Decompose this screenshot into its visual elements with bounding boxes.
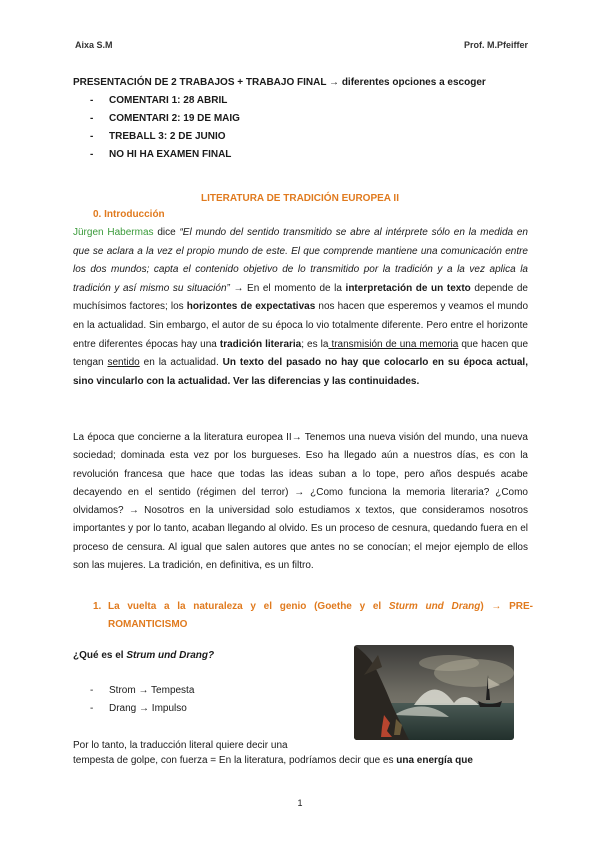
question-heading: ¿Qué es el Strum und Drang? (73, 650, 215, 661)
list-item: - COMENTARI 2: 19 DE MAIG (73, 110, 533, 128)
author-name: Jürgen Habermas (73, 227, 154, 238)
storm-painting-image (354, 645, 514, 740)
habermas-quote: “El mundo del sentido transmitido se abre al intérprete sólo en la medida en que se aclara a la vez el propio mundo de este. El que comprende mantiene una comunicación entre los dos mundos; capta el contenido objetivo de lo transmitido por la tradición y a la vez aplica la tradición y así mismo su situación” (73, 227, 528, 294)
list-item: - TREBALL 3: 2 DE JUNIO (73, 128, 533, 146)
list-item: - Drang → Impulso (73, 700, 194, 718)
energy-paragraph: tempesta de golpe, con fuerza = En la literatura, podríamos decir que es una energía que (73, 755, 473, 766)
context-paragraph: La época que concierne a la literatura europea II→ Tenemos una nueva visión del mundo, una nueva sociedad; dominada esta vez por los burgueses. Eso ha llegado aún a nuestros días, es con la revolución francesa que hace que todas las ideas suban a lo tope, pero años después acabe decayendo en el sentido (régimen del terror) → ¿Como funciona la memoria literaria? ¿Como olvidamos? → Nosotros en la universidad solo estudiamos x textos, que consideramos nosotros importantes y por lo tanto, acaban llegando al olvido. Es un proceso de cesnura, quedando fuera en el proceso de censura. Al igual que salen autores que antes no se conocían; el mejor ejemplo de ellos son las mujeres. La tradición, en definitiva, es un filtro. (73, 432, 528, 572)
list-item: - COMENTARI 1: 28 ABRIL (73, 92, 533, 110)
header-author: Aixa S.M (75, 40, 113, 50)
intro-headline: PRESENTACIÓN DE 2 TRABAJOS + TRABAJO FINAL → diferentes opciones a escoger (73, 77, 486, 88)
page-number: 1 (297, 798, 303, 808)
section-title: LITERATURA DE TRADICIÓN EUROPEA II (201, 193, 399, 204)
terms-list (73, 682, 194, 718)
header-professor: Prof. M.Pfeiffer (463, 40, 528, 50)
translation-paragraph: Por lo tanto, la traducción literal quiere decir una (73, 740, 288, 751)
intro-block (73, 74, 533, 164)
list-item: - Strom → Tempesta (73, 682, 194, 700)
list-item: - NO HI HA EXAMEN FINAL (73, 146, 533, 164)
chapter-heading: 1. La vuelta a la naturaleza y el genio (Goethe y el Sturm und Drang) → PRE-ROMANTICISMO (93, 601, 534, 630)
intro-paragraph: Jürgen Habermas dice “El mundo del sentido transmitido se abre al intérprete sólo en la medida en que se aclara a la vez el propio mundo de este. El que comprende mantiene una comunicación entre los dos mundos; capta el contenido objetivo de lo transmitido por la tradición y a la vez aplica la tradición y así mismo su situación” → En el momento de la interpretación de un texto depende de muchísimos factores; los horizontes de expectativas nos hacen que esperemos y veamos el mundo en la actualidad. Sin embargo, el autor de su época lo vio totalmente diferente. Pero entre el horizonte entre diferentes épocas hay una tradición literaria; es la transmisión de una memoria que hacen que tengan sentido en la actualidad. Un texto del pasado no hay que colocarlo en su época actual, sino vincularlo con la actualidad. Ver las diferencias y las continuidades. (73, 227, 529, 387)
subsection-title: 0. Introducción (93, 209, 165, 220)
storm-painting (354, 645, 514, 740)
deadline-list (73, 92, 533, 164)
